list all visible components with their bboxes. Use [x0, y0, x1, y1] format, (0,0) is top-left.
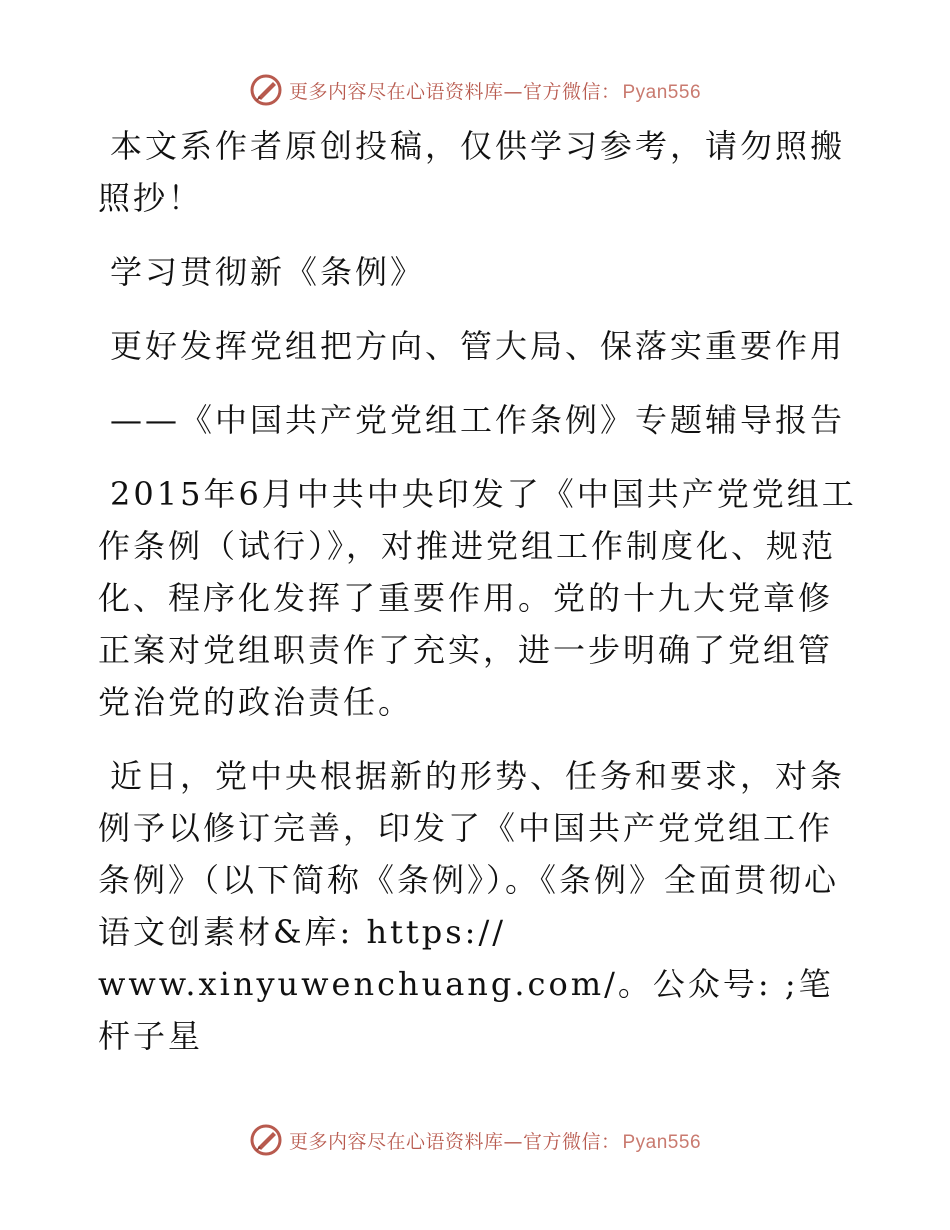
body-paragraph-1: 2015年6月中共中央印发了《中国共产党党组工作条例（试行）》，对推进党组工作制度化、规范化、程序化发挥了重要作用。党的十九大党章修正案对党组职责作了充实，进一步明确了党组管党治党的政治责任。 — [98, 475, 857, 721]
copyright-notice: 本文系作者原创投稿，仅供学习参考，请勿照搬照抄！ — [98, 127, 846, 217]
watermark-text: 更多内容尽在心语资料库—官方微信： Pyan556 — [288, 80, 702, 103]
watermark-wechat-id: Pyan556 — [622, 81, 702, 103]
document-body — [98, 120, 858, 1062]
quill-seal-icon — [249, 73, 283, 107]
header-watermark — [0, 70, 950, 110]
watermark-text: 更多内容尽在心语资料库—官方微信： Pyan556 — [288, 1130, 702, 1153]
body-paragraph-3: www.xinyuwenchuang.com/。公众号: ;笔杆子星 — [98, 965, 834, 1055]
body-paragraph-2: 近日，党中央根据新的形势、任务和要求，对条例予以修订完善，印发了《中国共产党党组工作条例》（以下简称《条例》）。《条例》全面贯彻心语文创素材&库: https:// — [98, 757, 846, 951]
footer-watermark — [0, 1120, 950, 1160]
watermark-wechat-id: Pyan556 — [622, 1131, 702, 1153]
document-subtitle: 更好发挥党组把方向、管大局、保落实重要作用 — [110, 327, 846, 365]
document-subheading: ——《中国共产党党组工作条例》专题辅导报告 — [110, 401, 846, 439]
document-title: 学习贯彻新《条例》 — [110, 253, 426, 291]
quill-seal-icon — [249, 1123, 283, 1157]
